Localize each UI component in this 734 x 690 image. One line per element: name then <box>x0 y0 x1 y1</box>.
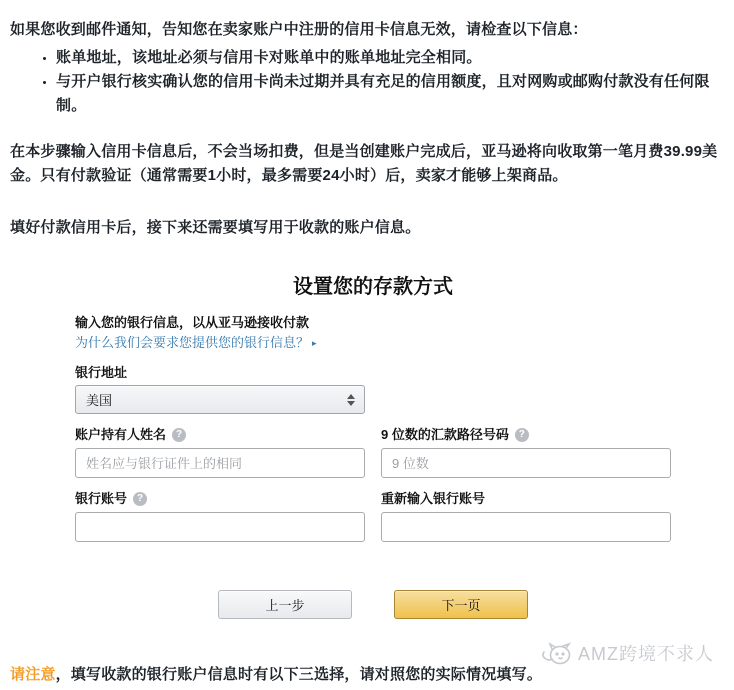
bank-location-label <box>75 364 671 382</box>
retype-account-input[interactable] <box>381 512 671 542</box>
checklist-item-card-validity: • 与开户银行核实确认您的信用卡尚未过期并具有充足的信用额度，且对网购或邮购付款没有任何限制。 <box>56 70 724 118</box>
account-holder-field <box>75 414 365 478</box>
account-holder-label <box>75 426 365 444</box>
routing-number-label <box>381 426 671 444</box>
routing-number-input[interactable] <box>381 448 671 478</box>
intro-paragraph-1: 如果您收到邮件通知，告知您在卖家账户中注册的信用卡信息无效，请检查以下信息： <box>10 21 588 38</box>
help-icon[interactable]: ? <box>172 428 186 442</box>
checklist-item-billing-address: • 账单地址，该地址必须与信用卡对账单中的账单地址完全相同。 <box>56 46 724 70</box>
account-number-label-text: 银行账号 <box>75 491 128 506</box>
account-number-field <box>75 478 365 542</box>
retype-account-field <box>381 478 671 542</box>
select-arrows-icon <box>347 394 355 406</box>
bottom-note <box>10 663 724 687</box>
form-buttons <box>75 590 671 619</box>
form-row-1 <box>75 414 671 478</box>
account-number-input[interactable] <box>75 512 365 542</box>
bank-location-selected-value: 美国 <box>86 393 113 408</box>
bank-location-select[interactable] <box>75 385 365 414</box>
checklist <box>10 46 724 118</box>
back-button[interactable]: 上一步 <box>218 590 352 619</box>
intro-paragraph-3: 填好付款信用卡后，接下来还需要填写用于收款的账户信息。 <box>10 219 421 236</box>
link-arrow-icon: ▸ <box>312 337 317 348</box>
account-holder-label-text: 账户持有人姓名 <box>75 427 167 442</box>
why-bank-info-link[interactable] <box>75 334 317 352</box>
form-subtitle: 输入您的银行信息，以从亚马逊接收付款 <box>75 315 310 330</box>
deposit-method-form <box>75 274 671 619</box>
retype-account-label <box>381 490 671 508</box>
note-highlight: 请注意 <box>10 666 56 683</box>
routing-number-label-text: 9 位数的汇款路径号码 <box>381 427 509 442</box>
help-icon[interactable]: ? <box>515 428 529 442</box>
account-number-label <box>75 490 365 508</box>
why-bank-info-link-text: 为什么我们会要求您提供您的银行信息？ <box>75 335 310 350</box>
next-button[interactable]: 下一页 <box>394 590 528 619</box>
bank-location-label-text: 银行地址 <box>75 365 128 380</box>
form-title: 设置您的存款方式 <box>293 276 453 298</box>
form-row-2 <box>75 478 671 542</box>
intro-paragraph-2: 在本步骤输入信用卡信息后，不会当场扣费，但是当创建账户完成后，亚马逊将向收取第一笔月费39.99美金。只有付款验证（通常需要1小时，最多需要24小时）后，卖家才能够上架商品。 <box>10 143 718 184</box>
help-icon[interactable]: ? <box>133 492 147 506</box>
note-text: ，填写收款的银行账户信息时有以下三选择，请对照您的实际情况填写。 <box>55 666 543 683</box>
account-holder-input[interactable] <box>75 448 365 478</box>
routing-number-field <box>381 414 671 478</box>
retype-account-label-text: 重新输入银行账号 <box>381 491 486 506</box>
watermark-text: AMZ跨境不求人 <box>578 644 714 664</box>
